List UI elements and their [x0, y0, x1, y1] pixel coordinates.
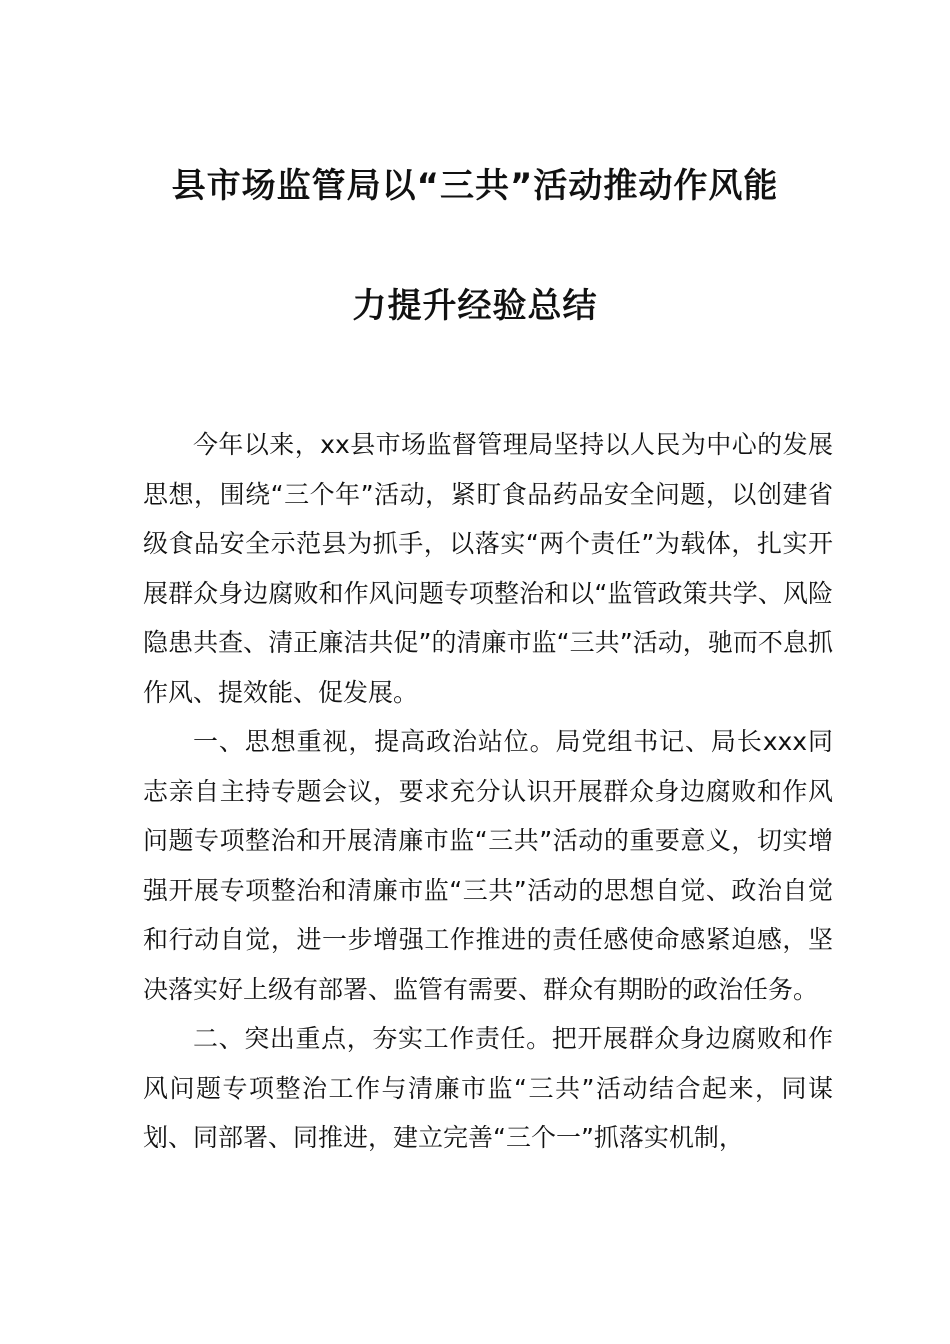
paragraph-intro: 今年以来，xx县市场监督管理局坚持以人民为中心的发展思想，围绕“三个年”活动，紧盯食品药品安全问题，以创建省级食品安全示范县为抓手，以落实“两个责任”为载体，扎实开展群众身边腐败和作风问题专项整治和以“监管政策共学、风险隐患共查、清正廉洁共促”的清廉市监“三共”活动，驰而不息抓作风、提效能、促发展。: [143, 430, 833, 707]
paragraph-section-1: 一、思想重视，提高政治站位。局党组书记、局长xxx同志亲自主持专题会议，要求充分认识开展群众身边腐败和作风问题专项整治和开展清廉市监“三共”活动的重要意义，切实增强开展专项整治和清廉市监“三共”活动的思想自觉、政治自觉和行动自觉，进一步增强工作推进的责任感使命感紧迫感，坚决落实好上级有部署、监管有需要、群众有期盼的政治任务。: [143, 727, 833, 1004]
paragraph-section-2: 二、突出重点，夯实工作责任。把开展群众身边腐败和作风问题专项整治工作与清廉市监“三共”活动结合起来，同谋划、同部署、同推进，建立完善“三个一”抓落实机制，: [143, 1024, 833, 1152]
document-title-line-2: 力提升经验总结: [352, 286, 598, 326]
document-title-line-1: 县市场监管局以“三共”活动推动作风能: [171, 166, 779, 206]
document-body: [143, 420, 833, 1163]
